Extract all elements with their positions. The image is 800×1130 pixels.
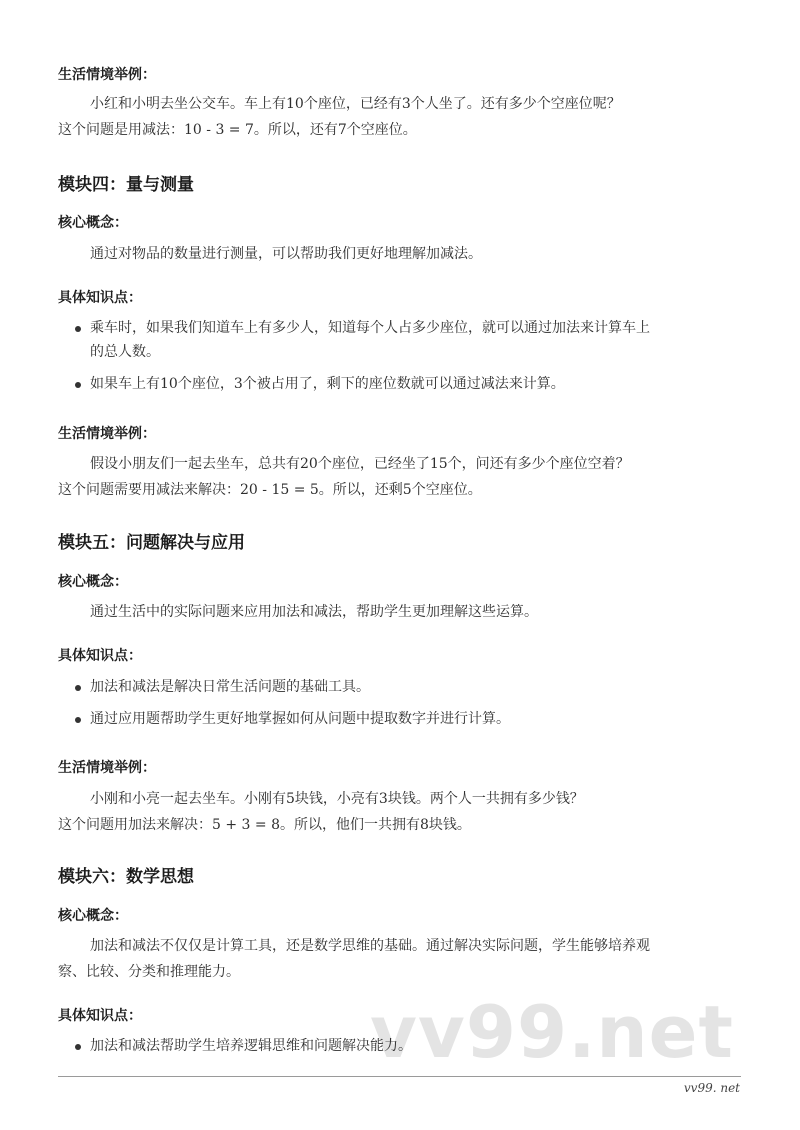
example-label: 生活情境举例： (58, 760, 156, 776)
watermark: vv99.net (370, 990, 734, 1074)
example-label: 生活情境举例： (58, 426, 156, 442)
example-line: 假设小朋友们一起去坐车，总共有20个座位，已经坐了15个，问还有多少个座位空着？ (90, 456, 630, 472)
example-line: 这个问题用加法来解决：5 + 3 = 8。所以，他们一共拥有8块钱。 (58, 817, 471, 833)
concept-label: 核心概念： (58, 908, 128, 924)
bullet-icon (75, 382, 81, 388)
point-text: 通过应用题帮助学生更好地掌握如何从问题中提取数字并进行计算。 (90, 711, 510, 727)
footer-divider (58, 1076, 741, 1077)
footer-site: vv99. net (683, 1081, 740, 1095)
concept-text: 通过生活中的实际问题来应用加法和减法，帮助学生更加理解这些运算。 (90, 604, 538, 620)
concept-label: 核心概念： (58, 574, 128, 590)
concept-text: 通过对物品的数量进行测量，可以帮助我们更好地理解加减法。 (90, 246, 482, 262)
bullet-icon (75, 1044, 81, 1050)
bullet-icon (75, 717, 81, 723)
point-text: 如果车上有10个座位，3个被占用了，剩下的座位数就可以通过减法来计算。 (90, 376, 565, 392)
point-text: 乘车时，如果我们知道车上有多少人，知道每个人占多少座位，就可以通过加法来计算车上 (90, 320, 650, 336)
example-label: 生活情境举例： (58, 67, 156, 83)
example-line: 这个问题是用减法：10 - 3 = 7。所以，还有7个空座位。 (58, 122, 417, 138)
example-line: 小红和小明去坐公交车。车上有10个座位，已经有3个人坐了。还有多少个空座位呢？ (90, 96, 621, 112)
points-label: 具体知识点： (58, 290, 142, 306)
points-label: 具体知识点： (58, 1008, 142, 1024)
bullet-icon (75, 685, 81, 691)
concept-label: 核心概念： (58, 215, 128, 231)
bullet-icon (75, 326, 81, 332)
points-label: 具体知识点： (58, 648, 142, 664)
point-text: 加法和减法帮助学生培养逻辑思维和问题解决能力。 (90, 1038, 412, 1054)
point-text-cont: 的总人数。 (90, 344, 160, 360)
example-line: 小刚和小亮一起去坐车。小刚有5块钱，小亮有3块钱。两个人一共拥有多少钱？ (90, 791, 584, 807)
module-heading: 模块五：问题解决与应用 (58, 533, 245, 553)
module-heading: 模块四：量与测量 (58, 175, 194, 195)
point-text: 加法和减法是解决日常生活问题的基础工具。 (90, 679, 370, 695)
module-heading: 模块六：数学思想 (58, 867, 194, 887)
concept-text: 加法和减法不仅仅是计算工具，还是数学思维的基础。通过解决实际问题，学生能够培养观 (90, 938, 650, 954)
example-line: 这个问题需要用减法来解决：20 - 15 = 5。所以，还剩5个空座位。 (58, 482, 482, 498)
concept-text-cont: 察、比较、分类和推理能力。 (58, 964, 240, 980)
